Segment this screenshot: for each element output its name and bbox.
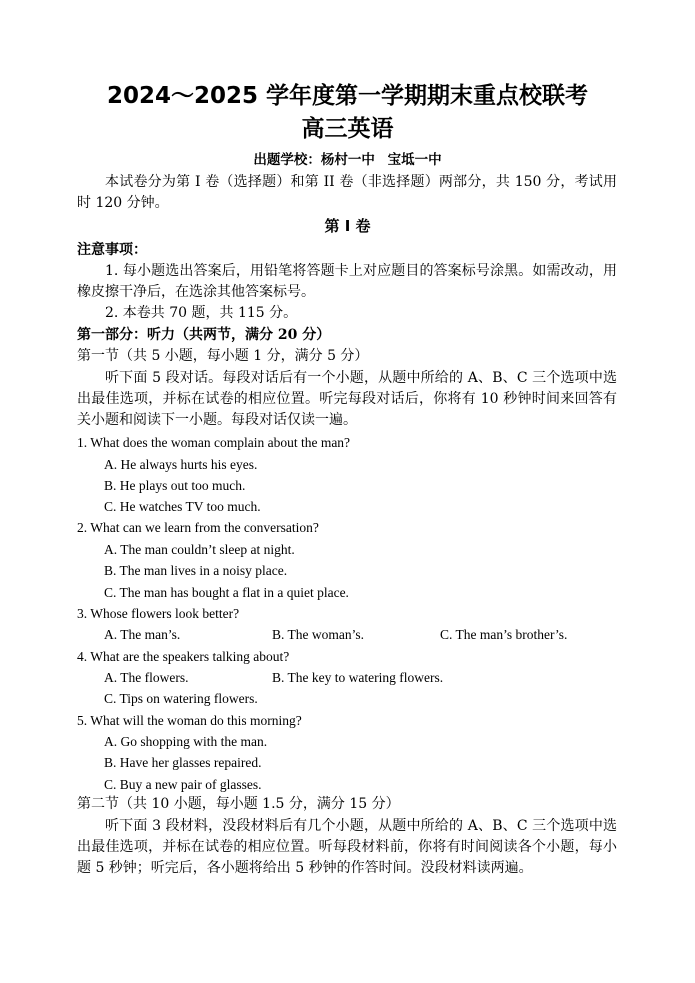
question-3-option-a: A. The man’s. — [104, 627, 181, 642]
question-5-option-b: B. Have her glasses repaired. — [104, 755, 262, 770]
question-1-option-a: A. He always hurts his eyes. — [104, 457, 258, 472]
question-2-option-b: B. The man lives in a noisy place. — [104, 563, 288, 578]
intro-paragraph: 本试卷分为第 I 卷（选择题）和第 II 卷（非选择题）两部分，共 150 分，考试用时 120 分钟。 — [77, 174, 617, 211]
section2-heading: 第二节（共 10 小题，每小题 1.5 分，满分 15 分） — [77, 796, 400, 812]
section1-instructions: 听下面 5 段对话。每段对话后有一个小题，从题中所给的 A、B、C 三个选项中选出最佳选项，并标在试卷的相应位置。听完每段对话后，你将有 10 秒钟时间来回答有关小题和阅读下一小题。每段对话仅读一遍。 — [77, 370, 617, 428]
question-3-option-c: C. The man’s brother’s. — [440, 627, 568, 642]
notes-item-1: 1. 每小题选出答案后，用铅笔将答题卡上对应题目的答案标号涂黑。如需改动，用橡皮擦干净后，在选涂其他答案标号。 — [77, 263, 617, 300]
notes-item-2: 2. 本卷共 70 题，共 115 分。 — [105, 305, 298, 321]
section1-heading: 第一节（共 5 小题，每小题 1 分，满分 5 分） — [77, 348, 369, 364]
question-1-option-b: B. He plays out too much. — [104, 478, 246, 493]
question-3: 3. Whose flowers look better? — [77, 606, 240, 621]
question-4-option-a: A. The flowers. — [104, 670, 189, 685]
question-4: 4. What are the speakers talking about? — [77, 649, 290, 664]
school-second: 宝坻一中 — [387, 152, 442, 168]
question-4-option-b: B. The key to watering flowers. — [272, 670, 444, 685]
question-2-option-a: A. The man couldn’t sleep at night. — [104, 542, 295, 557]
question-5-option-c: C. Buy a new pair of glasses. — [104, 777, 262, 792]
question-5: 5. What will the woman do this morning? — [77, 713, 302, 728]
question-3-option-b: B. The woman’s. — [272, 627, 364, 642]
school-label: 出题学校：杨村一中 — [253, 152, 375, 168]
question-5-option-a: A. Go shopping with the man. — [104, 734, 268, 749]
question-2-option-c: C. The man has bought a flat in a quiet place. — [104, 585, 349, 600]
volume-heading: 第 I 卷 — [324, 217, 371, 235]
section2-instructions: 听下面 3 段材料，没段材料后有几个小题，从题中所给的 A、B、C 三个选项中选出最佳选项，并标在试卷的相应位置。听每段材料前，你将有时间阅读各个小题，每小题 5 秒钟；听完后，各小题将给出 5 秒钟的作答时间。没段材料读两遍。 — [77, 818, 617, 876]
question-1: 1. What does the woman complain about the man? — [77, 435, 351, 450]
question-4-option-c: C. Tips on watering flowers. — [104, 691, 258, 706]
question-2: 2. What can we learn from the conversation? — [77, 520, 319, 535]
question-1-option-c: C. He watches TV too much. — [104, 499, 261, 514]
schools-line — [0, 150, 695, 170]
notes-heading: 注意事项： — [77, 242, 147, 258]
part1-heading: 第一部分：听力（共两节，满分 20 分） — [77, 327, 331, 343]
exam-subject: 高三英语 — [301, 116, 394, 142]
exam-title: 2024～2025 学年度第一学期期末重点校联考 — [106, 83, 589, 109]
